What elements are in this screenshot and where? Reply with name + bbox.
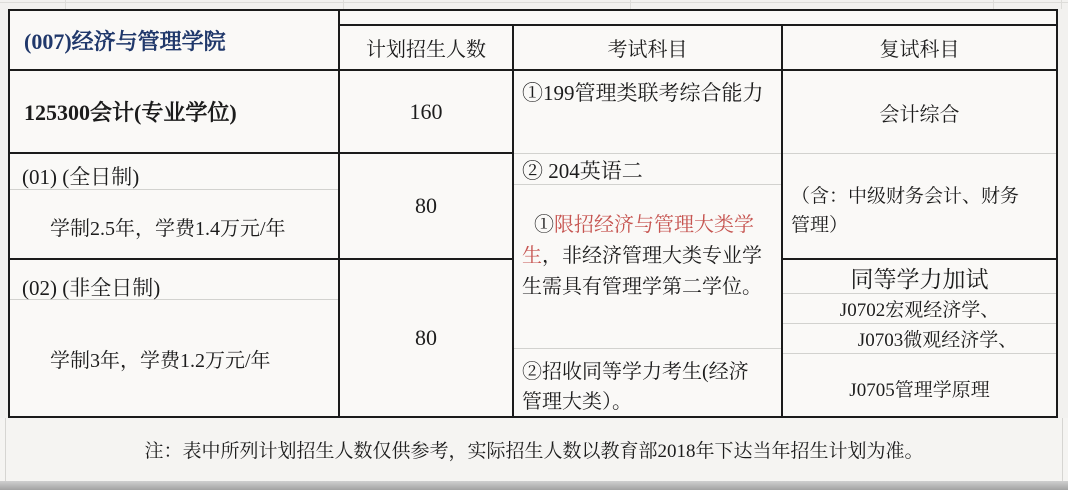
track-01-label: (01) (全日制) [10, 154, 338, 190]
background-gridline [65, 0, 66, 9]
exam-subjects-cell [514, 71, 783, 416]
college-name: (007)经济与管理学院 [24, 28, 226, 54]
exam-item-2: ② 204英语二 [514, 154, 781, 185]
enrollment-table [8, 9, 1058, 418]
footnote-text: 注：表中所列计划招生人数仅供参考，实际招生人数以教育部2018年下达当年招生计划为准。 [144, 441, 924, 462]
equivalency-item-1: J0702宏观经济学、 [783, 294, 1056, 324]
exam-subjects-header [514, 26, 783, 71]
retest-subjects-header-label: 复试科目 [879, 39, 960, 61]
program-plan-count [340, 71, 514, 154]
program-name: 125300会计(专业学位) [24, 100, 237, 125]
background-gridline [5, 418, 6, 481]
background-gridline [630, 0, 631, 9]
college-header-cell [10, 11, 340, 71]
track-01-plan-value: 80 [415, 193, 437, 218]
background-gridline [0, 2, 1068, 3]
exam-note-1-red2: 生 [522, 245, 542, 267]
image-bottom-edge [0, 481, 1068, 490]
exam-note-1 [514, 185, 781, 349]
equivalency-title: 同等学力加试 [783, 260, 1056, 294]
background-gridline [993, 0, 994, 9]
footnote [0, 418, 1068, 481]
plan-count-header-label: 计划招生人数 [366, 39, 486, 61]
track-02-plan-count [340, 260, 514, 416]
exam-note-1-red: 限招经济与管理大类学 [554, 214, 754, 236]
track-02-label: (02) (非全日制) [10, 260, 338, 300]
track-02-plan-value: 80 [415, 325, 437, 350]
equivalency-cell [783, 260, 1056, 416]
exam-note-2: ②招收同等学力考生(经济管理大类）。 [522, 361, 749, 413]
track-01-plan-count [340, 154, 514, 260]
track-01-cell [10, 154, 340, 260]
retest-main-cell [783, 71, 1056, 260]
retest-subjects-header [783, 26, 1056, 71]
track-01-detail: 学制2.5年，学费1.4万元/年 [50, 218, 286, 240]
background-gridline [1062, 418, 1063, 481]
equivalency-item-2: J0703微观经济学、 [783, 324, 1056, 354]
track-02-detail: 学制3年，学费1.2万元/年 [50, 350, 271, 372]
exam-note-1-rest: ，非经济管理大类专业学生需具有管理学第二学位。 [522, 245, 762, 298]
plan-count-header [340, 26, 514, 71]
retest-include-note: （含：中级财务会计、财务管理） [791, 186, 1020, 236]
background-gridline [1061, 0, 1062, 9]
program-plan-value: 160 [409, 98, 443, 124]
top-strip-cell [340, 11, 1056, 26]
exam-note-1-mark: ① [534, 214, 554, 236]
exam-item-1: ①199管理类联考综合能力 [514, 71, 781, 154]
exam-subjects-header-label: 考试科目 [607, 39, 688, 61]
background-gridline [343, 0, 344, 9]
retest-main-subject: 会计综合 [783, 71, 1056, 154]
track-02-cell [10, 260, 340, 416]
program-name-cell [10, 71, 340, 154]
equivalency-item-3: J0705管理学原理 [849, 379, 990, 401]
